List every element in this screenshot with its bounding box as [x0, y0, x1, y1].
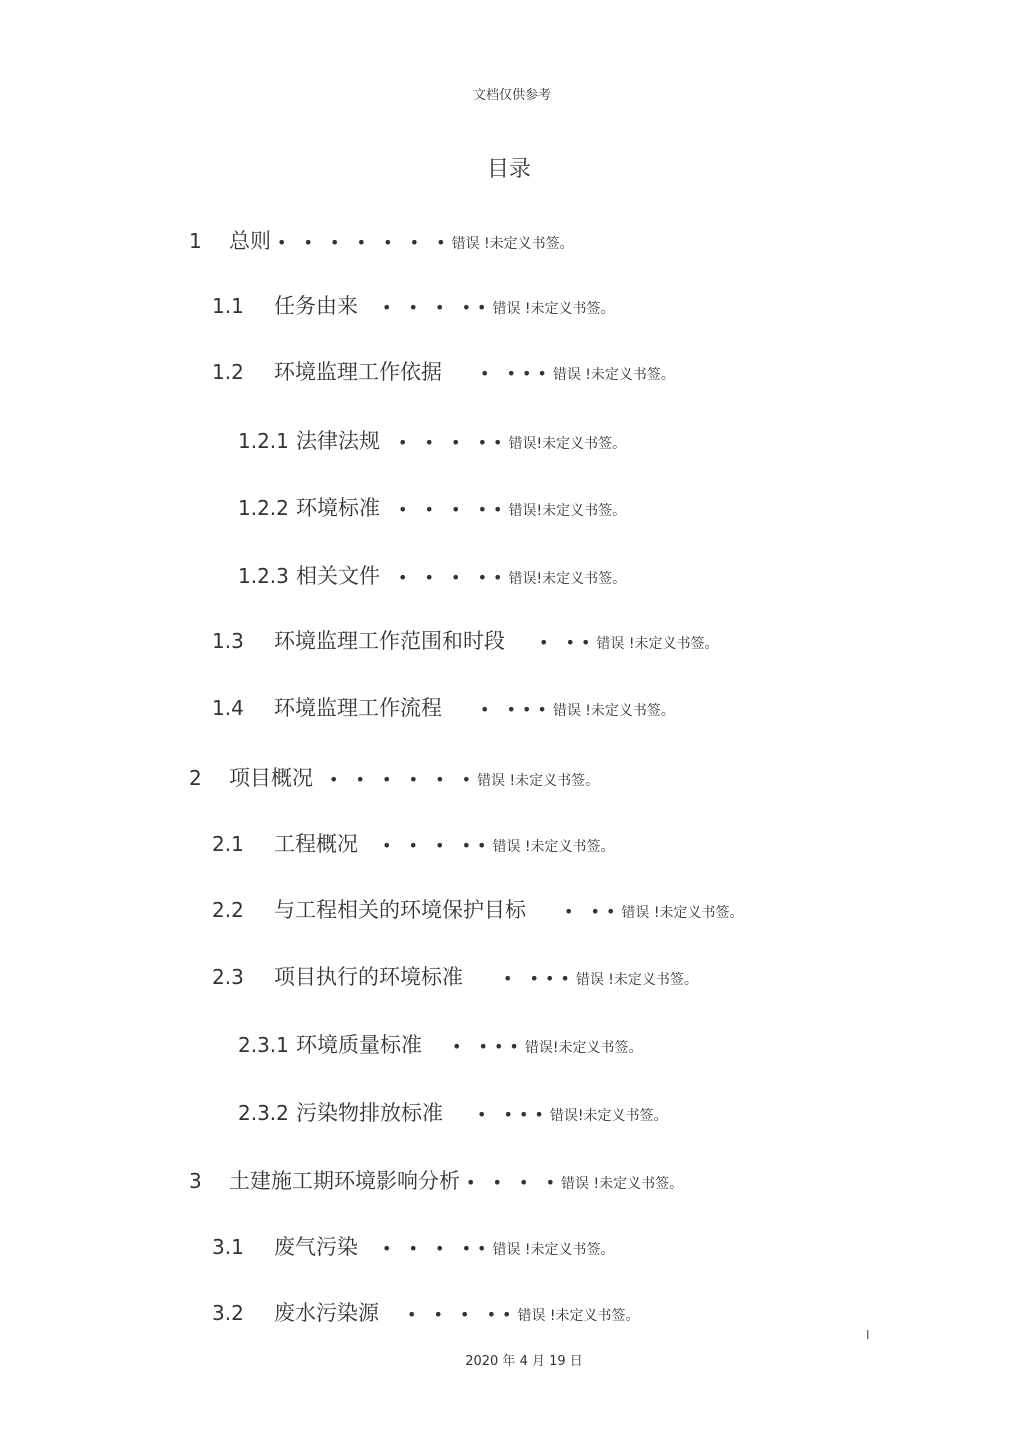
toc-number: 3: [189, 1169, 202, 1193]
toc-page-ref: 错误 !未定义书签。: [492, 839, 615, 855]
page-header: 文档仅供参考: [472, 88, 551, 103]
toc-leader: • • • ••: [382, 298, 493, 317]
toc-entry[interactable]: [212, 290, 615, 320]
toc-page-ref: 错误 !未定义书签。: [552, 703, 675, 719]
toc-entry[interactable]: [212, 356, 675, 386]
toc-entry[interactable]: [189, 1165, 683, 1195]
toc-number: 1: [189, 229, 202, 253]
toc-leader: • • • • • • •: [277, 233, 452, 252]
toc-text: 相关文件: [296, 564, 380, 588]
toc-entry[interactable]: [212, 828, 615, 858]
toc-entry[interactable]: [238, 560, 626, 590]
toc-text: 环境标准: [296, 496, 380, 520]
toc-number: 1.2: [212, 360, 244, 384]
toc-leader: • • • ••: [398, 500, 509, 519]
toc-number: 2.1: [212, 832, 244, 856]
toc-number: 2: [189, 766, 202, 790]
toc-page-ref: 错误 !未定义书签。: [552, 367, 675, 383]
toc-number: 3.1: [212, 1235, 244, 1259]
toc-entry[interactable]: [212, 961, 698, 991]
toc-leader: • •••: [477, 1105, 550, 1124]
toc-text: 废水污染源: [274, 1301, 379, 1325]
toc-number: 2.2: [212, 898, 244, 922]
toc-leader: • •••: [452, 1037, 525, 1056]
toc-entry[interactable]: [212, 1297, 640, 1327]
toc-text: 与工程相关的环境保护目标: [274, 898, 526, 922]
toc-leader: • •••: [480, 700, 553, 719]
toc-page-ref: 错误!未定义书签。: [508, 436, 627, 452]
toc-entry[interactable]: [212, 894, 743, 924]
toc-entry[interactable]: [238, 1097, 667, 1127]
toc-text: 法律法规: [296, 429, 380, 453]
toc-entry[interactable]: [212, 625, 718, 655]
toc-number: 3.2: [212, 1301, 244, 1325]
toc-page-ref: 错误!未定义书签。: [524, 1040, 643, 1056]
toc-number: 2.3.2: [238, 1101, 289, 1125]
toc-page-ref: 错误 !未定义书签。: [621, 905, 744, 921]
toc-text: 环境质量标准: [296, 1033, 422, 1057]
toc-number: 1.4: [212, 696, 244, 720]
toc-page-ref: 错误 !未定义书签。: [596, 636, 719, 652]
toc-number: 2.3: [212, 965, 244, 989]
toc-entry[interactable]: [189, 225, 574, 255]
toc-leader: • • • ••: [398, 433, 509, 452]
toc-leader: • • • ••: [407, 1305, 518, 1324]
toc-text: 污染物排放标准: [296, 1101, 443, 1125]
toc-number: 1.2.3: [238, 564, 289, 588]
toc-text: 环境监理工作依据: [274, 360, 442, 384]
toc-entry[interactable]: [238, 1029, 642, 1059]
toc-page-ref: 错误 !未定义书签。: [492, 1242, 615, 1258]
toc-leader: • •••: [480, 364, 553, 383]
toc-leader: • • • ••: [398, 568, 509, 587]
page-number-mark: I: [866, 1328, 870, 1342]
toc-page-ref: 错误 !未定义书签。: [477, 773, 600, 789]
toc-number: 1.2.2: [238, 496, 289, 520]
toc-text: 环境监理工作范围和时段: [274, 629, 505, 653]
toc-entry[interactable]: [238, 492, 626, 522]
toc-text: 工程概况: [274, 832, 358, 856]
page-footer-date: 2020 年 4 月 19 日: [465, 1354, 583, 1369]
toc-text: 项目执行的环境标准: [274, 965, 463, 989]
toc-text: 项目概况: [229, 766, 313, 790]
toc-page-ref: 错误!未定义书签。: [549, 1108, 668, 1124]
toc-page-ref: 错误 !未定义书签。: [492, 301, 615, 317]
toc-entry[interactable]: [189, 762, 599, 792]
toc-page-ref: 错误!未定义书签。: [508, 571, 627, 587]
toc-number: 2.3.1: [238, 1033, 289, 1057]
toc-number: 1.2.1: [238, 429, 289, 453]
toc-title: 目录: [486, 157, 531, 182]
toc-text: 废气污染: [274, 1235, 358, 1259]
toc-page-ref: 错误 !未定义书签。: [561, 1176, 684, 1192]
toc-text: 环境监理工作流程: [274, 696, 442, 720]
toc-leader: • ••: [539, 633, 597, 652]
toc-number: 1.3: [212, 629, 244, 653]
toc-leader: • •••: [503, 969, 576, 988]
toc-page-ref: 错误!未定义书签。: [508, 503, 627, 519]
toc-leader: • ••: [564, 902, 622, 921]
toc-text: 总则: [229, 229, 271, 253]
toc-entry[interactable]: [212, 1231, 615, 1261]
toc-text: 任务由来: [274, 294, 358, 318]
toc-leader: • • • ••: [382, 836, 493, 855]
toc-entry[interactable]: [212, 692, 675, 722]
toc-number: 1.1: [212, 294, 244, 318]
toc-leader: • • • ••: [382, 1239, 493, 1258]
toc-page-ref: 错误 !未定义书签。: [517, 1308, 640, 1324]
toc-text: 土建施工期环境影响分析: [229, 1169, 460, 1193]
toc-page-ref: 错误 !未定义书签。: [451, 236, 574, 252]
toc-entry[interactable]: [238, 425, 626, 455]
toc-page-ref: 错误 !未定义书签。: [575, 972, 698, 988]
toc-leader: • • • •: [466, 1173, 562, 1192]
toc-leader: • • • • • •: [329, 770, 478, 789]
